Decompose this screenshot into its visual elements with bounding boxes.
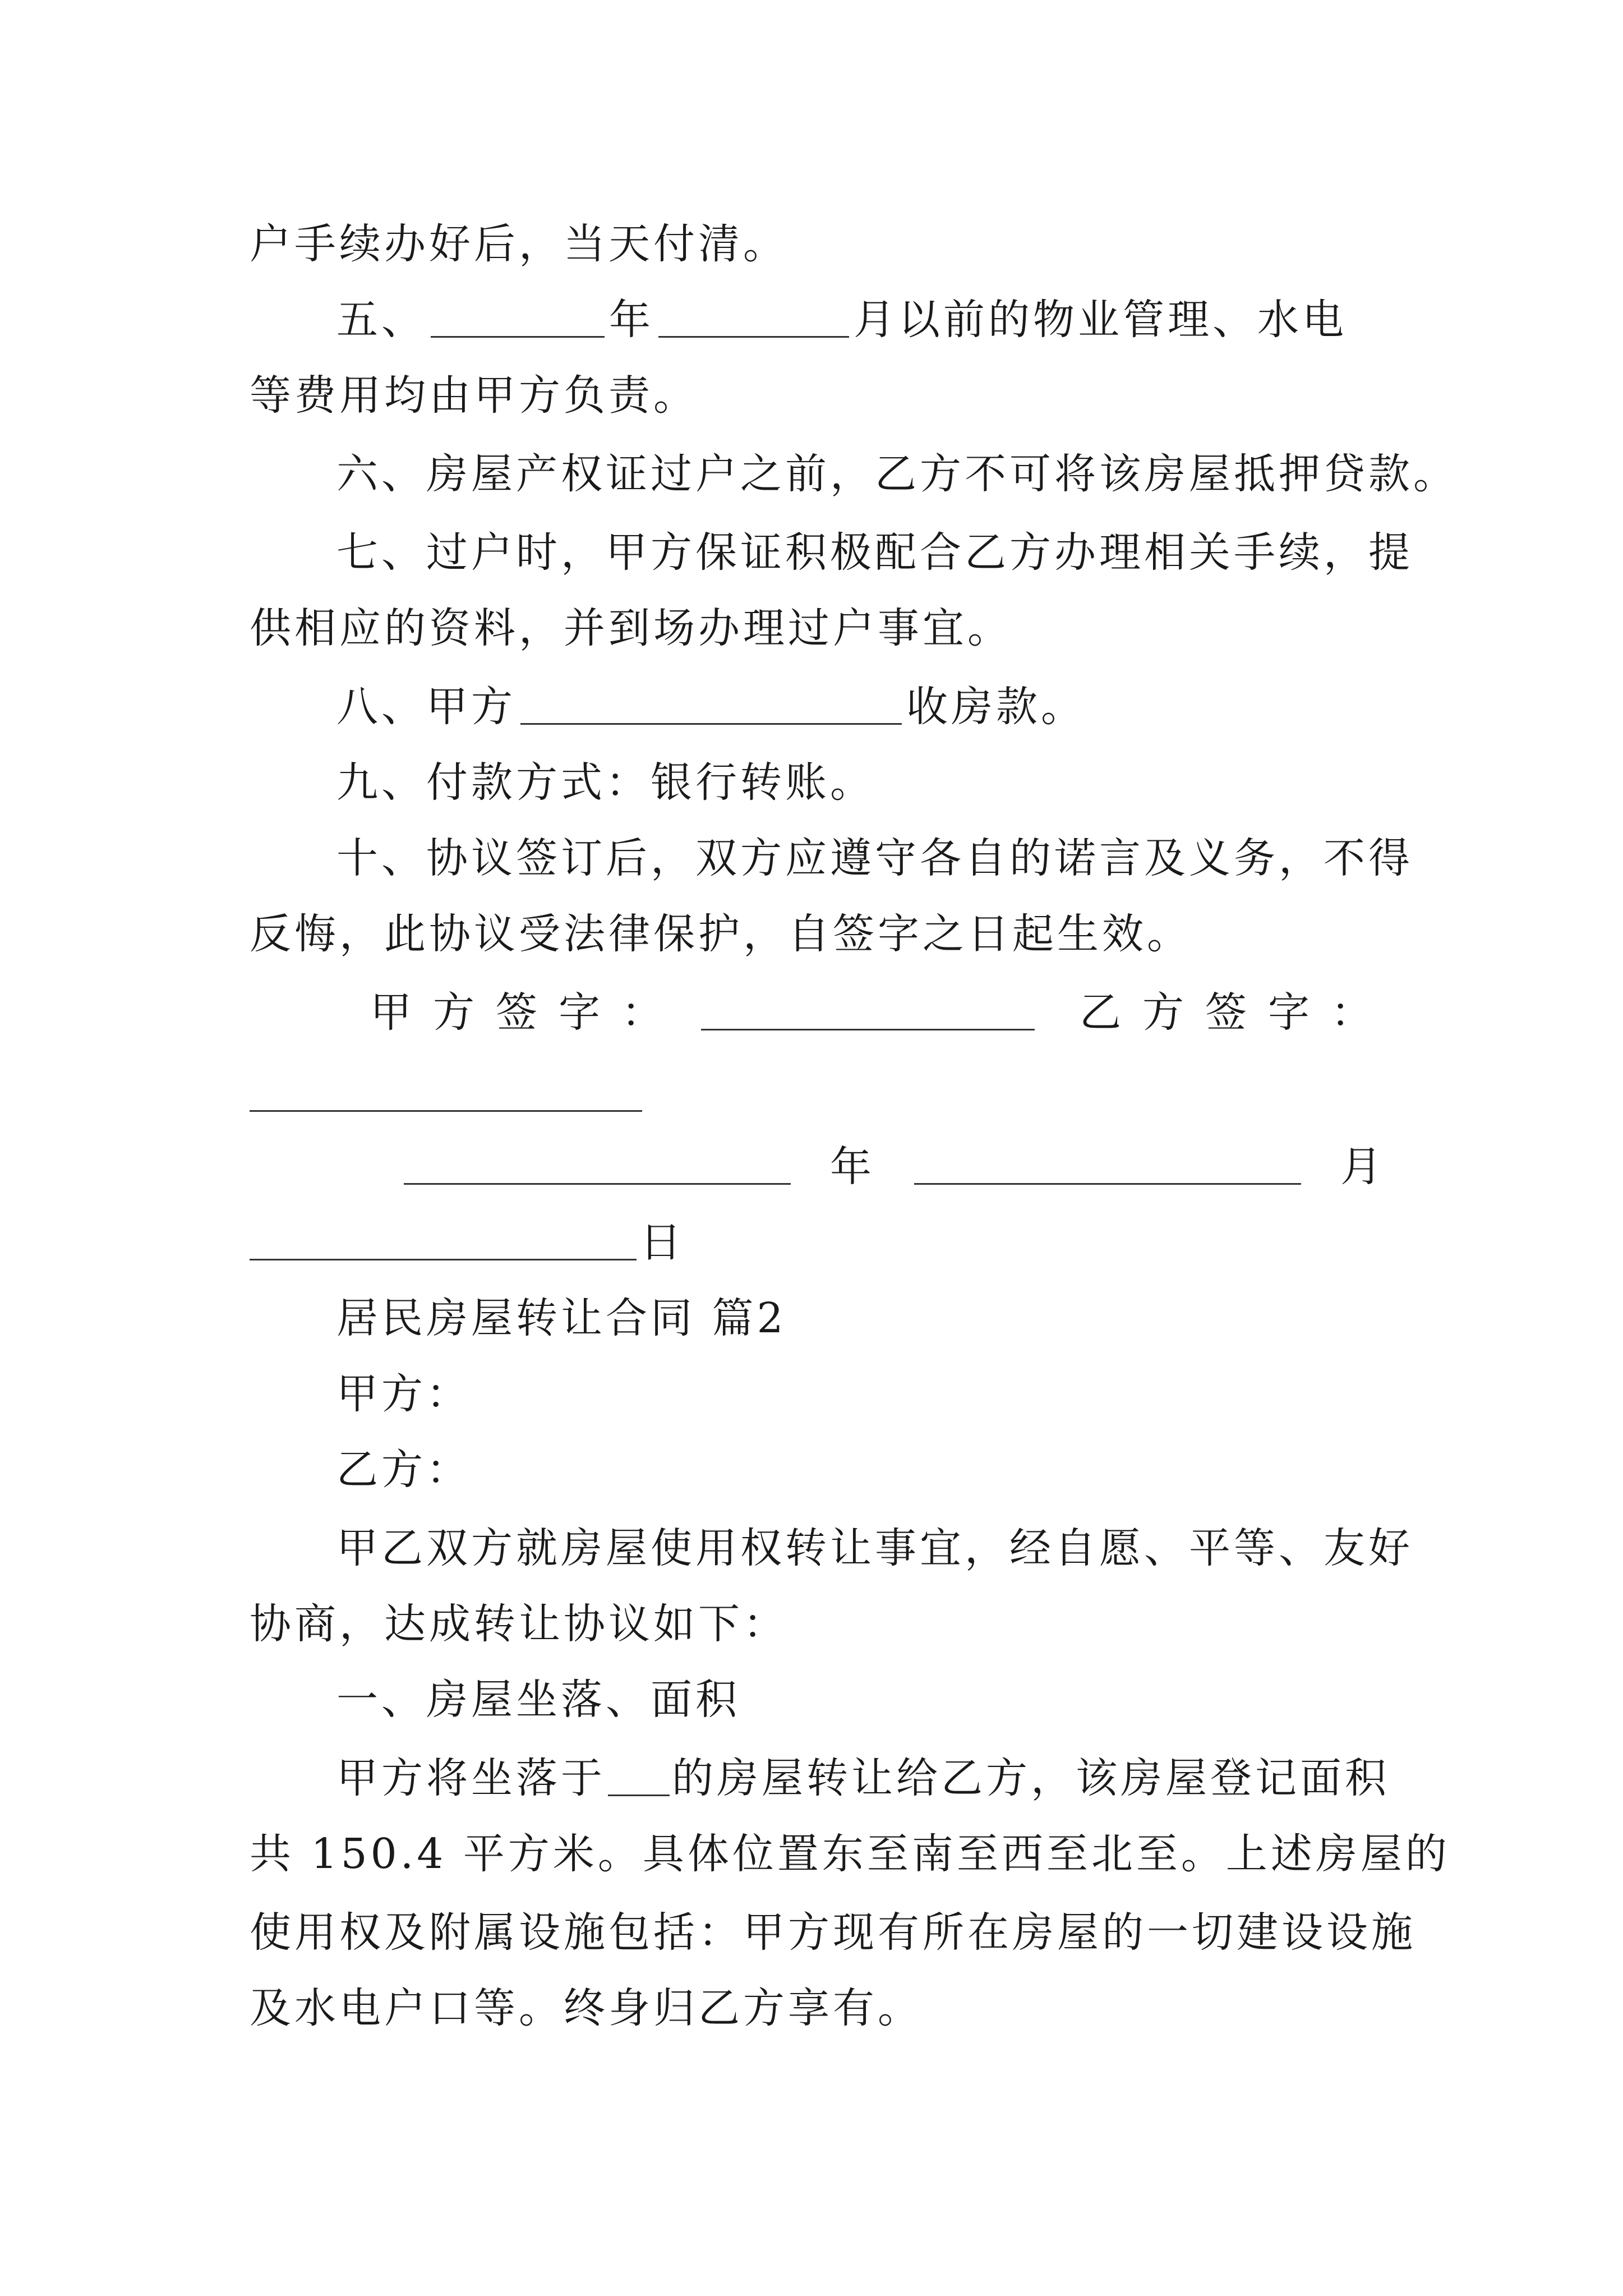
date-line	[404, 1139, 1394, 1195]
text-line	[250, 1980, 1394, 2036]
paragraph-text: 反悔，此协议受法律保护，自签字之日起生效。	[250, 910, 1192, 958]
text-line	[250, 1826, 1450, 1882]
party-a-signature-blank	[701, 995, 1035, 1030]
signature-line	[370, 984, 1394, 1041]
month-blank	[658, 302, 849, 338]
clause-label: 八、甲方	[336, 683, 516, 731]
party-a-label: 甲方：	[336, 1370, 471, 1418]
date-year-blank	[404, 1149, 791, 1185]
clause-six-line	[336, 446, 1458, 502]
paragraph-text: 户手续办好后，当天付清。	[250, 220, 788, 268]
clause-ten-line	[336, 830, 1413, 886]
paragraph-text: 十、协议签订后，双方应遵守各自的诺言及义务，不得	[336, 834, 1413, 882]
date-day-line	[250, 1214, 1394, 1271]
paragraph-text: 供相应的资料，并到场办理过户事宜。	[250, 604, 1012, 652]
location-line	[336, 1750, 1394, 1806]
year-label: 年	[609, 296, 654, 344]
location-blank	[608, 1761, 670, 1796]
text-line	[250, 1596, 1394, 1652]
party-b-signature-blank	[250, 1076, 642, 1112]
paragraph-text: 的房屋转让给乙方，该房屋登记面积	[672, 1754, 1390, 1802]
text-line	[250, 367, 1394, 424]
paragraph-text: 甲方将坐落于	[336, 1754, 606, 1802]
date-day-blank	[250, 1225, 637, 1260]
party-b-line	[336, 1442, 1394, 1498]
paragraph-text: 及水电户口等。终身归乙方享有。	[250, 1984, 923, 2032]
text-line	[250, 906, 1394, 962]
party-a-line	[336, 1366, 1394, 1422]
date-month-blank	[914, 1149, 1301, 1185]
section-one-heading	[336, 1672, 1394, 1728]
paragraph-text: 六、房屋产权证过户之前，乙方不可将该房屋抵押贷款。	[336, 450, 1458, 498]
text-line	[250, 1904, 1416, 1961]
text-line	[250, 600, 1394, 656]
paragraph-text: 九、付款方式：银行转账。	[336, 758, 875, 807]
paragraph-text: 协商，达成转让协议如下：	[250, 1600, 788, 1648]
section-title: 一、房屋坐落、面积	[336, 1676, 740, 1724]
section-heading	[336, 1290, 1394, 1346]
clause-label: 五、	[336, 296, 426, 344]
paragraph-text: 七、过户时，甲方保证积极配合乙方办理相关手续，提	[336, 528, 1413, 577]
signature-continuation-line	[250, 1066, 1394, 1122]
date-year-label: 年	[830, 1143, 875, 1191]
clause-nine-line	[336, 754, 1394, 811]
party-a-signature-label: 甲方签字：	[370, 988, 684, 1037]
paragraph-text: 甲乙双方就房屋使用权转让事宜，经自愿、平等、友好	[336, 1524, 1413, 1572]
party-b-signature-label: 乙方签字：	[1080, 988, 1394, 1037]
paragraph-text: 等费用均由甲方负责。	[250, 371, 698, 420]
contract-title: 居民房屋转让合同 篇2	[336, 1294, 787, 1342]
clause-five-line	[336, 292, 1394, 348]
date-day-label: 日	[640, 1218, 685, 1267]
text-line	[336, 1520, 1413, 1576]
payee-blank	[520, 689, 902, 725]
text-line	[250, 216, 1394, 272]
paragraph-text: 使用权及附属设施包括：甲方现有所在房屋的一切建设设施	[250, 1908, 1416, 1957]
year-blank	[431, 302, 605, 338]
date-month-label: 月	[1340, 1143, 1385, 1191]
paragraph-text: 收房款。	[906, 683, 1086, 731]
paragraph-text: 月以前的物业管理、水电	[854, 296, 1347, 344]
clause-seven-line	[336, 524, 1413, 581]
clause-eight-line	[336, 679, 1394, 735]
party-b-label: 乙方：	[336, 1446, 471, 1494]
paragraph-text: 共 150.4 平方米。具体位置东至南至西至北至。上述房屋的	[250, 1830, 1450, 1878]
